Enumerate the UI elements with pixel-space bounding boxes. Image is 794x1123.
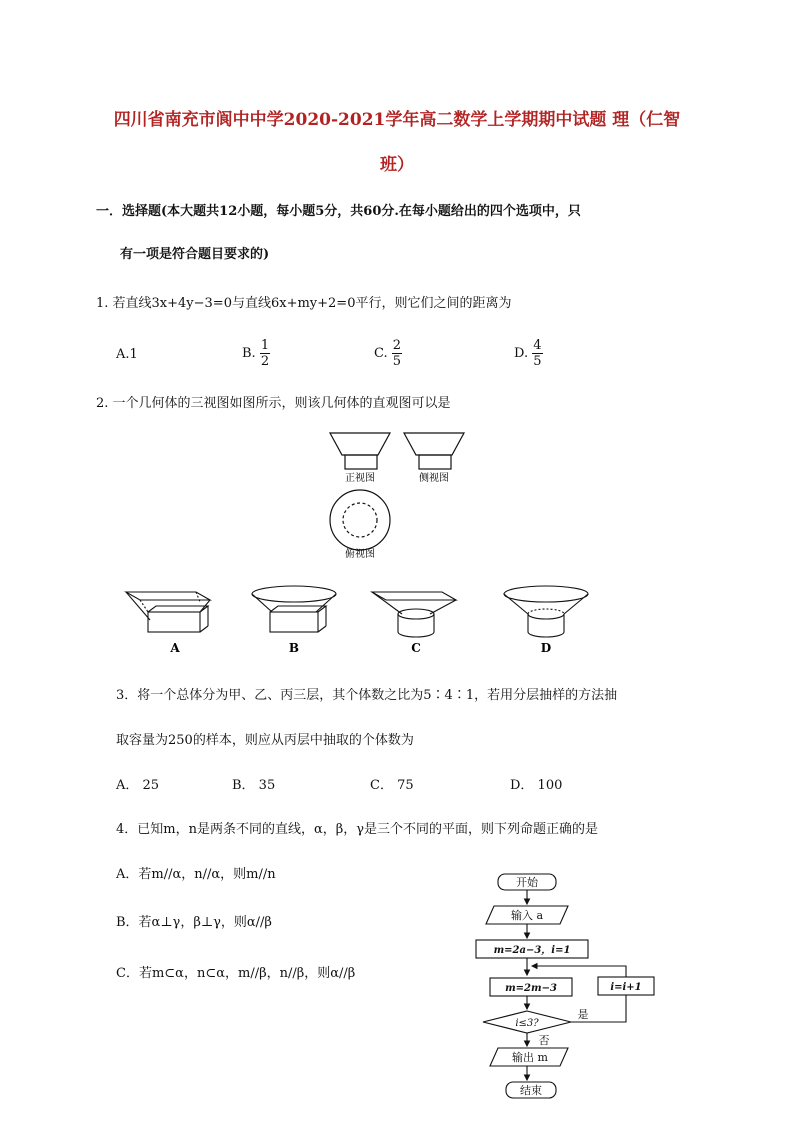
flow-input-label: 输入 a — [510, 909, 544, 922]
q4-stem: 4．已知m，n是两条不同的直线，α，β，γ是三个不同的平面，则下列命题正确的是 — [116, 822, 599, 837]
q1-option-b-denominator: 2 — [260, 354, 270, 369]
section-heading-line2: 有一项是符合题目要求的) — [120, 247, 270, 262]
q3-stem-line2: 取容量为250的样本，则应从丙层中抽取的个体数为 — [116, 733, 414, 748]
q1-option-b-label: B. — [242, 346, 256, 361]
side-view-figure — [404, 433, 464, 469]
q1-stem: 1. 若直线3x+4y−3=0与直线6x+my+2=0平行，则它们之间的距离为 — [96, 296, 512, 311]
q1-option-a — [116, 347, 138, 362]
q1-option-d-numerator: 4 — [533, 338, 542, 353]
q1-option-d-denominator: 5 — [533, 354, 542, 369]
q3-option-a: A． 25 — [116, 778, 160, 793]
q4-option-c: C．若m⊂α，n⊂α，m//β，n//β，则α//β — [116, 966, 356, 981]
flow-yes-label: 是 — [577, 1008, 589, 1021]
flow-update-label: m=2m−3 — [505, 983, 557, 994]
solid-b-label: B — [288, 641, 300, 655]
solid-d-figure — [504, 586, 588, 637]
q1-option-c-numerator: 2 — [392, 338, 402, 353]
q1-option-b-fraction — [260, 338, 270, 369]
flow-no-label: 否 — [538, 1034, 550, 1047]
three-view-diagram — [300, 425, 500, 565]
page-title-line1: 四川省南充市阆中中学2020-2021学年高二数学上学期期中试题 理（仁智 — [113, 110, 681, 130]
solid-a-label: A — [170, 641, 180, 655]
flowchart-diagram — [468, 868, 668, 1104]
q1-option-c-label: C. — [374, 346, 388, 361]
q1-option-d — [514, 338, 543, 369]
solid-c-figure — [372, 592, 456, 637]
solid-d-label: D — [540, 641, 552, 655]
q1-option-d-fraction — [532, 338, 542, 369]
flow-start-label: 开始 — [516, 876, 538, 889]
q1-option-b — [242, 338, 270, 369]
q4-option-b: B．若α⊥γ，β⊥γ，则α//β — [116, 915, 272, 930]
q1-option-c-denominator: 5 — [392, 354, 402, 369]
section-heading-line1: 一．选择题(本大题共12小题，每小题5分，共60分.在每小题给出的四个选项中，只 — [96, 204, 581, 219]
side-view-label: 侧视图 — [419, 473, 449, 484]
q4-option-a: A．若m//α，n//α，则m//n — [116, 867, 276, 882]
front-view-figure — [330, 433, 390, 469]
front-view-label: 正视图 — [345, 473, 375, 484]
flow-condition-label: i≤3? — [515, 1018, 539, 1029]
q2-stem: 2. 一个几何体的三视图如图所示，则该几何体的直观图可以是 — [96, 396, 451, 411]
flow-end-label: 结束 — [520, 1084, 542, 1097]
flow-output-label: 输出 m — [512, 1051, 548, 1064]
q1-option-c — [374, 338, 402, 369]
flow-init-label: m=2a−3，i=1 — [493, 945, 571, 956]
q3-option-c: C． 75 — [370, 778, 414, 793]
page-title-line2: 班） — [380, 155, 414, 175]
top-view-label: 俯视图 — [345, 549, 375, 560]
solid-c-label: C — [411, 641, 421, 655]
q3-option-d: D． 100 — [510, 778, 563, 793]
q1-option-d-label: D. — [514, 346, 529, 361]
solid-choices-diagram — [118, 580, 598, 658]
top-view-figure — [330, 490, 390, 550]
q3-stem-line1: 3．将一个总体分为甲、乙、丙三层，其个体数之比为5∶4∶1，若用分层抽样的方法抽 — [116, 688, 618, 703]
q1-option-b-numerator: 1 — [260, 338, 270, 353]
q1-option-a-label: A. — [116, 347, 130, 362]
q1-option-c-fraction — [392, 338, 402, 369]
solid-b-figure — [252, 586, 336, 632]
solid-a-figure — [126, 592, 210, 632]
q3-option-b: B． 35 — [232, 778, 276, 793]
q1-option-a-value: 1 — [129, 347, 138, 362]
flow-increment-label: i=i+1 — [610, 982, 642, 993]
